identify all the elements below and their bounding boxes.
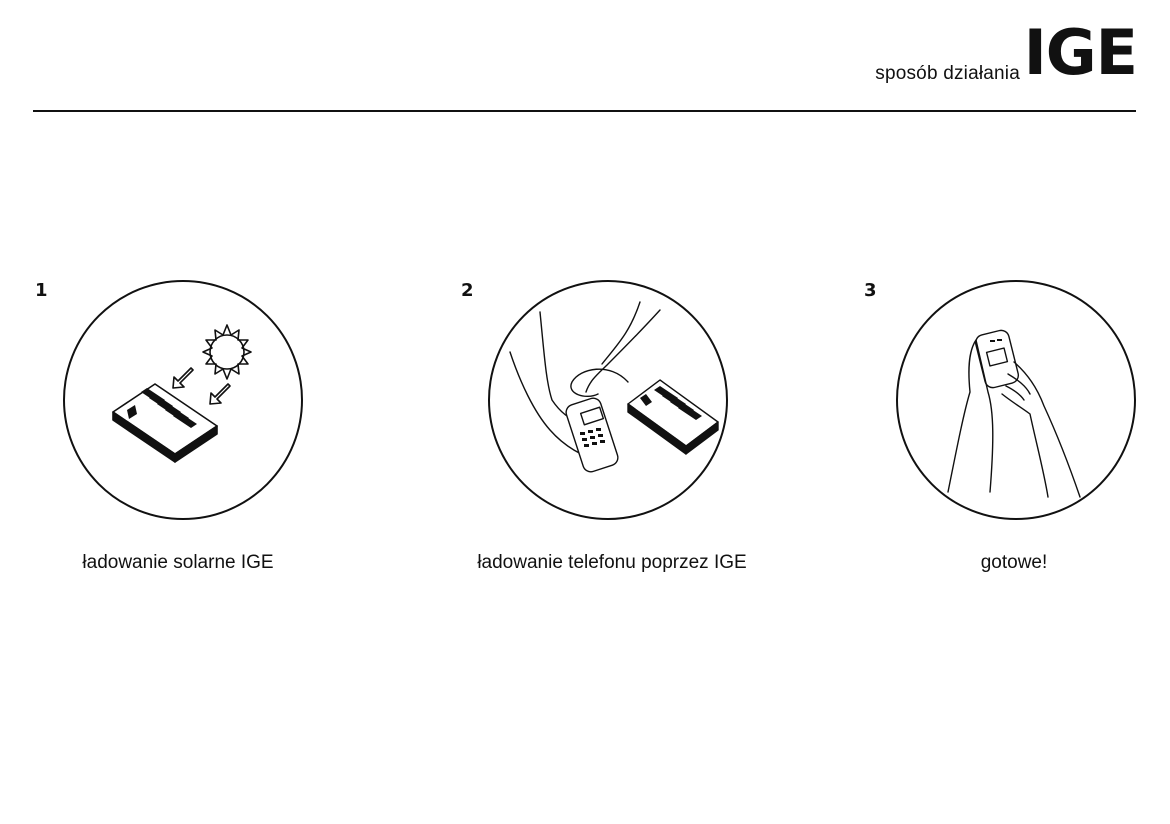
- header: [0, 0, 1170, 112]
- step-illustration-circle: [488, 280, 728, 520]
- step-caption: ładowanie telefonu poprzez IGE: [477, 552, 747, 573]
- brand-logo: IGE: [1023, 16, 1137, 89]
- solar-panel-icon: [628, 380, 718, 454]
- step-caption: ładowanie solarne IGE: [82, 552, 274, 573]
- sun-icon: [203, 325, 251, 379]
- hands-connecting-phone-to-panel-icon: [490, 282, 728, 520]
- header-subtitle: sposób działania: [875, 63, 1020, 84]
- phone-icon: [564, 396, 620, 474]
- step-number: 2: [461, 280, 474, 301]
- step-illustration-circle: [896, 280, 1136, 520]
- header-divider: [33, 110, 1136, 112]
- step-number: 1: [35, 280, 48, 301]
- step-illustration-circle: [63, 280, 303, 520]
- step-number: 3: [864, 280, 877, 301]
- solar-panel-icon: [113, 384, 217, 462]
- arrow-down-left-icon: [173, 368, 230, 404]
- step-caption: gotowe!: [980, 552, 1048, 573]
- sun-charging-solar-panel-icon: [65, 282, 303, 520]
- hands-holding-phone-icon: [898, 282, 1136, 520]
